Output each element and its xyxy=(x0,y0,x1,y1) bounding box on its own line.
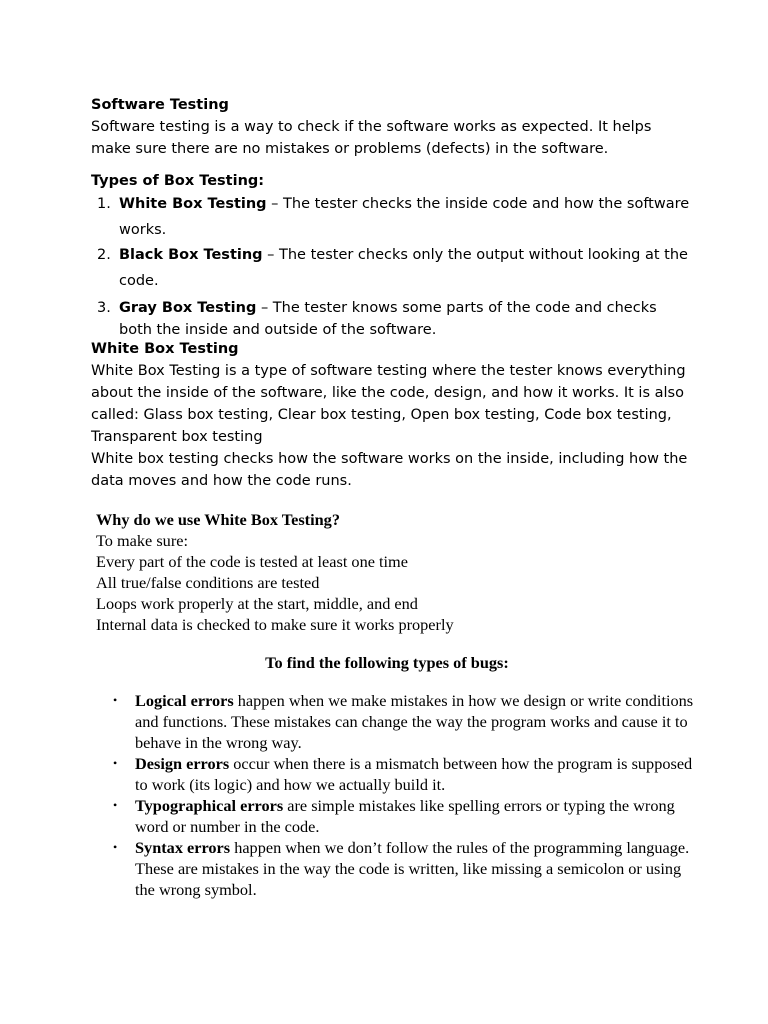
whitebox-section xyxy=(91,338,691,492)
why-line: Loops work properly at the start, middle, and end xyxy=(96,594,418,613)
list-term: Gray Box Testing xyxy=(119,300,257,316)
list-desc: – The tester knows some parts of the code and checks both the inside and outside of the software. xyxy=(119,300,657,338)
bugs-list xyxy=(91,690,711,900)
why-heading: Why do we use White Box Testing? xyxy=(96,510,340,529)
list-number: 2. xyxy=(97,247,111,263)
list-desc: happen when we don’t follow the rules of the programming language. These are mistakes in the way the code is written, like missing a semicolon or using the wrong symbol. xyxy=(135,838,690,899)
bullet-icon: • xyxy=(113,693,118,707)
list-desc: happen when we make mistakes in how we design or write conditions and functions. These mistakes can change the way the program works and cause it to behave in the wrong way. xyxy=(135,691,694,752)
section-paragraph: Software testing is a way to check if the software works as expected. It helps make sure there are no mistakes or problems (defects) in the software. xyxy=(91,119,652,157)
bullet-icon: • xyxy=(113,840,118,854)
list-item xyxy=(91,795,695,837)
list-item xyxy=(91,690,695,753)
list-term: Syntax errors xyxy=(135,838,231,857)
list-item xyxy=(91,753,695,795)
list-term: Logical errors xyxy=(135,691,234,710)
list-number: 3. xyxy=(97,300,111,316)
list-number: 1. xyxy=(97,196,111,212)
why-section xyxy=(96,509,696,635)
types-heading: Types of Box Testing: xyxy=(91,173,265,189)
list-desc: are simple mistakes like spelling errors or typing the wrong word or number in the code. xyxy=(135,796,675,836)
software-testing-section xyxy=(91,94,691,160)
list-item xyxy=(91,192,691,243)
types-section xyxy=(91,170,691,341)
list-term: Design errors xyxy=(135,754,230,773)
section-heading: Software Testing xyxy=(91,97,229,113)
list-item xyxy=(91,837,695,900)
whitebox-heading: White Box Testing xyxy=(91,341,239,357)
bugs-heading: To find the following types of bugs: xyxy=(265,653,509,672)
bullet-icon: • xyxy=(113,798,118,812)
list-desc: – The tester checks the inside code and how the software works. xyxy=(119,196,690,238)
list-term: Typographical errors xyxy=(135,796,284,815)
list-item xyxy=(91,243,691,294)
why-line: Every part of the code is tested at least one time xyxy=(96,552,408,571)
list-desc: – The tester checks only the output without looking at the code. xyxy=(119,247,688,289)
list-term: Black Box Testing xyxy=(119,247,263,263)
whitebox-paragraph: White box testing checks how the software works on the inside, including how the data moves and how the code runs. xyxy=(91,451,688,489)
list-term: White Box Testing xyxy=(119,196,267,212)
whitebox-paragraph: White Box Testing is a type of software testing where the tester knows everything about the inside of the software, like the code, design, and how it works. It is also called: Glass box testing, Clear box testing, Open box testing, Code box testing, Transparent box testing xyxy=(91,363,686,445)
list-item xyxy=(91,297,691,341)
list-desc: occur when there is a mismatch between how the program is supposed to work (its logic) and how we actually build it. xyxy=(135,754,693,794)
bullet-icon: • xyxy=(113,756,118,770)
why-line: Internal data is checked to make sure it works properly xyxy=(96,615,454,634)
why-line: All true/false conditions are tested xyxy=(96,573,320,592)
why-line: To make sure: xyxy=(96,531,188,550)
